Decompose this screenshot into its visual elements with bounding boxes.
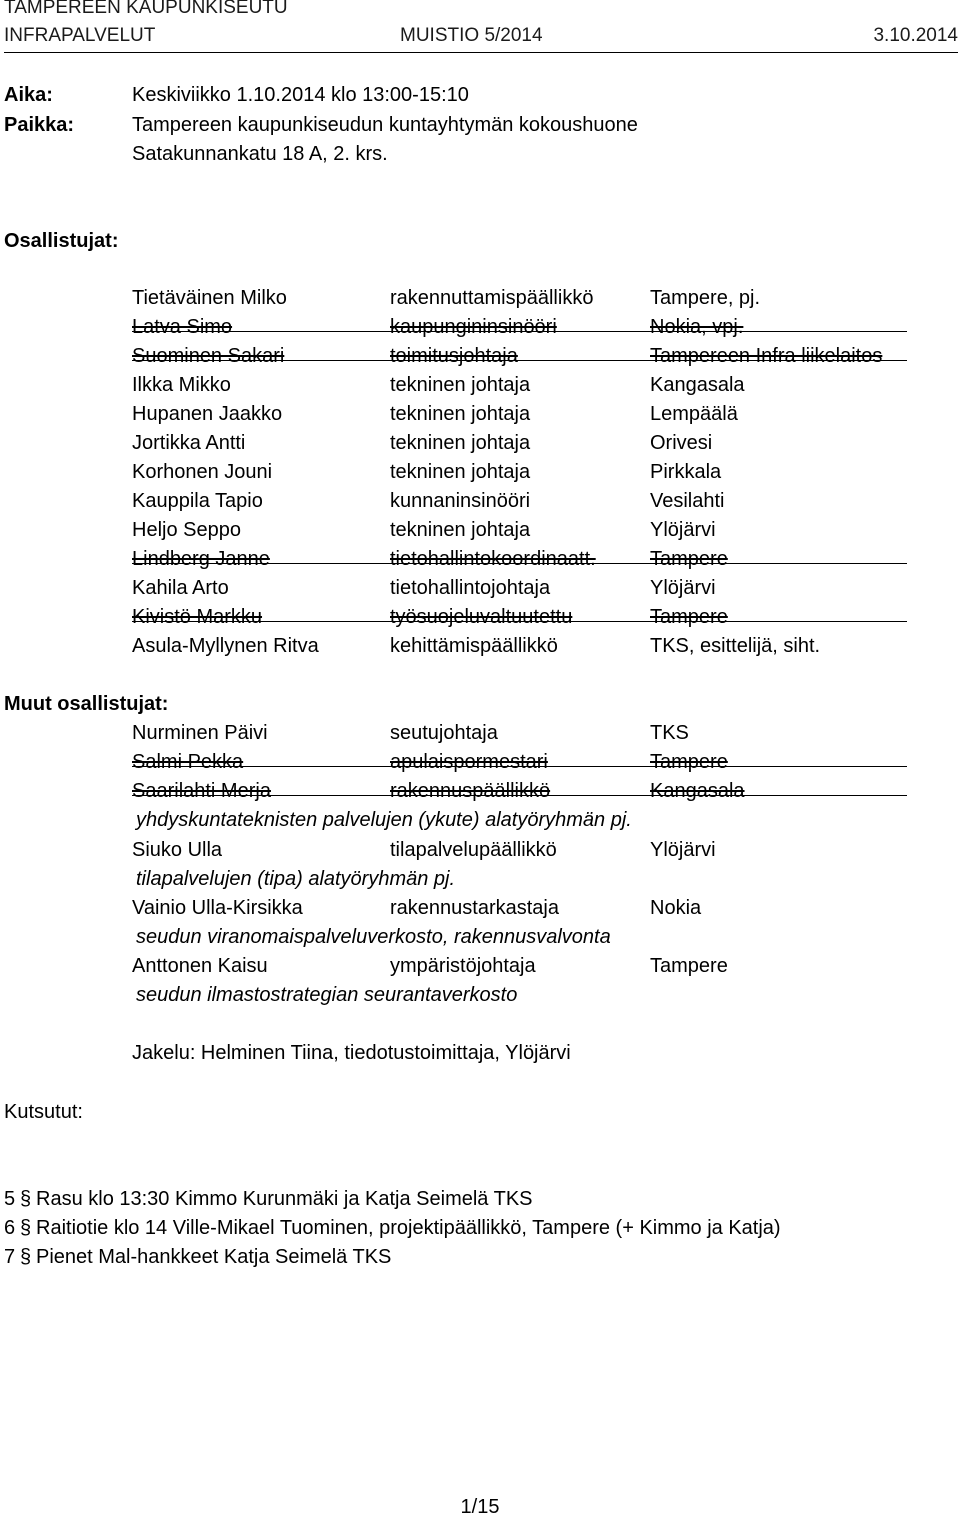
header-bar	[4, 25, 958, 53]
other-row	[0, 780, 960, 809]
time-value: Keskiviikko 1.10.2014 klo 13:00-15:10	[132, 84, 469, 106]
participant-name: Hupanen Jaakko	[132, 403, 283, 425]
participant-org: Tampere	[650, 606, 728, 628]
other-note: yhdyskuntateknisten palvelujen (ykute) alatyöryhmän pj.	[136, 809, 632, 831]
invited-number: 7	[4, 1246, 16, 1268]
participant-role: tietohallintokoordinaatt.	[390, 548, 596, 570]
participant-name: Suominen Sakari	[132, 345, 285, 367]
participants-heading: Osallistujat:	[4, 230, 119, 252]
invited-text: Pienet Mal-hankkeet Katja Seimelä TKS	[36, 1246, 392, 1268]
other-row	[0, 955, 960, 984]
participant-row	[0, 287, 960, 316]
participant-name: Heljo Seppo	[132, 519, 241, 541]
participant-org: Lempäälä	[650, 403, 738, 425]
participant-row	[0, 403, 960, 432]
invited-number: 5	[4, 1188, 16, 1210]
participant-role: kaupungininsinööri	[390, 316, 557, 338]
other-role: rakennuspäällikkö	[390, 780, 551, 802]
other-org: Nokia	[650, 897, 702, 919]
header-date: 3.10.2014	[873, 25, 958, 46]
page-number: 1/15	[460, 1496, 500, 1518]
invited-text: Rasu klo 13:30 Kimmo Kurunmäki ja Katja Seimelä TKS	[36, 1188, 533, 1210]
participant-row	[0, 374, 960, 403]
participant-row	[0, 548, 960, 577]
other-note: seudun ilmastostrategian seurantaverkosto	[136, 984, 518, 1006]
other-name: Vainio Ulla-Kirsikka	[132, 897, 303, 919]
participant-org: Ylöjärvi	[650, 519, 716, 541]
other-row	[0, 897, 960, 926]
participant-name: Kahila Arto	[132, 577, 229, 599]
participant-role: kunnaninsinööri	[390, 490, 531, 512]
participant-org: Tampere	[650, 548, 728, 570]
participant-org: Pirkkala	[650, 461, 722, 483]
participant-org: Orivesi	[650, 432, 713, 454]
other-org: Kangasala	[650, 780, 745, 802]
other-role: ympäristöjohtaja	[390, 955, 536, 977]
participant-org: Kangasala	[650, 374, 745, 396]
other-name: Saarilahti Merja	[132, 780, 271, 802]
other-role: seutujohtaja	[390, 722, 498, 744]
participant-role: työsuojeluvaltuutettu	[390, 606, 573, 628]
invited-item	[4, 1188, 533, 1211]
participant-row	[0, 432, 960, 461]
participant-name: Jortikka Antti	[132, 432, 246, 454]
other-role: rakennustarkastaja	[390, 897, 559, 919]
place-value: Tampereen kaupunkiseudun kuntayhtymän kokoushuone	[132, 114, 638, 136]
other-note: seudun viranomaispalveluverkosto, rakennusvalvonta	[136, 926, 611, 948]
participant-name: Kauppila Tapio	[132, 490, 263, 512]
header-dept: INFRAPALVELUT	[4, 25, 156, 46]
participant-row	[0, 490, 960, 519]
participant-role: tekninen johtaja	[390, 374, 531, 396]
place-label: Paikka:	[4, 114, 75, 136]
other-note: tilapalvelujen (tipa) alatyöryhmän pj.	[136, 868, 456, 890]
invited-text: Raitiotie klo 14 Ville-Mikael Tuominen, projektipäällikkö, Tampere (+ Kimmo ja Katja)	[36, 1217, 781, 1239]
header-doc: MUISTIO 5/2014	[400, 25, 543, 46]
section-sign: §	[20, 1188, 32, 1210]
other-org: TKS	[650, 722, 689, 744]
participant-role: tekninen johtaja	[390, 461, 531, 483]
other-row	[0, 751, 960, 780]
participant-name: Tietäväinen Milko	[132, 287, 287, 309]
participant-role: rakennuttamispäällikkö	[390, 287, 594, 309]
invited-number: 6	[4, 1217, 16, 1239]
other-name: Salmi Pekka	[132, 751, 244, 773]
header-org: TAMPEREEN KAUPUNKISEUTU	[4, 0, 288, 18]
others-heading: Muut osallistujat:	[4, 693, 169, 715]
section-sign: §	[20, 1217, 32, 1239]
participant-name: Ilkka Mikko	[132, 374, 231, 396]
participant-name: Asula-Myllynen Ritva	[132, 635, 319, 657]
participant-org: Nokia, vpj.	[650, 316, 744, 338]
invited-item	[4, 1246, 391, 1269]
participant-role: kehittämispäällikkö	[390, 635, 558, 657]
other-row	[0, 839, 960, 868]
participant-name: Lindberg Janne	[132, 548, 270, 570]
other-org: Tampere	[650, 751, 728, 773]
invited-heading: Kutsutut:	[4, 1101, 83, 1123]
other-role: tilapalvelupäällikkö	[390, 839, 557, 861]
participant-role: toimitusjohtaja	[390, 345, 518, 367]
invited-item	[4, 1217, 781, 1240]
distribution: Jakelu: Helminen Tiina, tiedotustoimittaja, Ylöjärvi	[132, 1042, 571, 1064]
participant-name: Kivistö Markku	[132, 606, 263, 628]
time-label: Aika:	[4, 84, 53, 106]
participant-row	[0, 461, 960, 490]
participant-name: Latva Simo	[132, 316, 233, 338]
participant-row	[0, 635, 960, 664]
participant-row	[0, 606, 960, 635]
participant-org: Tampere, pj.	[650, 287, 761, 309]
other-name: Nurminen Päivi	[132, 722, 268, 744]
participant-row	[0, 577, 960, 606]
participant-name: Korhonen Jouni	[132, 461, 273, 483]
other-name: Anttonen Kaisu	[132, 955, 268, 977]
participant-row	[0, 519, 960, 548]
other-org: Ylöjärvi	[650, 839, 716, 861]
place-value-2: Satakunnankatu 18 A, 2. krs.	[132, 143, 388, 165]
participant-role: tekninen johtaja	[390, 403, 531, 425]
other-row	[0, 722, 960, 751]
other-name: Siuko Ulla	[132, 839, 223, 861]
participant-org: TKS, esittelijä, siht.	[650, 635, 821, 657]
participant-role: tietohallintojohtaja	[390, 577, 551, 599]
participant-org: Tampereen Infra liikelaitos	[650, 345, 883, 367]
other-role: apulaispormestari	[390, 751, 548, 773]
participant-row	[0, 345, 960, 374]
participant-role: tekninen johtaja	[390, 519, 531, 541]
participant-org: Ylöjärvi	[650, 577, 716, 599]
participant-org: Vesilahti	[650, 490, 725, 512]
participant-role: tekninen johtaja	[390, 432, 531, 454]
section-sign: §	[20, 1246, 32, 1268]
other-org: Tampere	[650, 955, 728, 977]
participant-row	[0, 316, 960, 345]
